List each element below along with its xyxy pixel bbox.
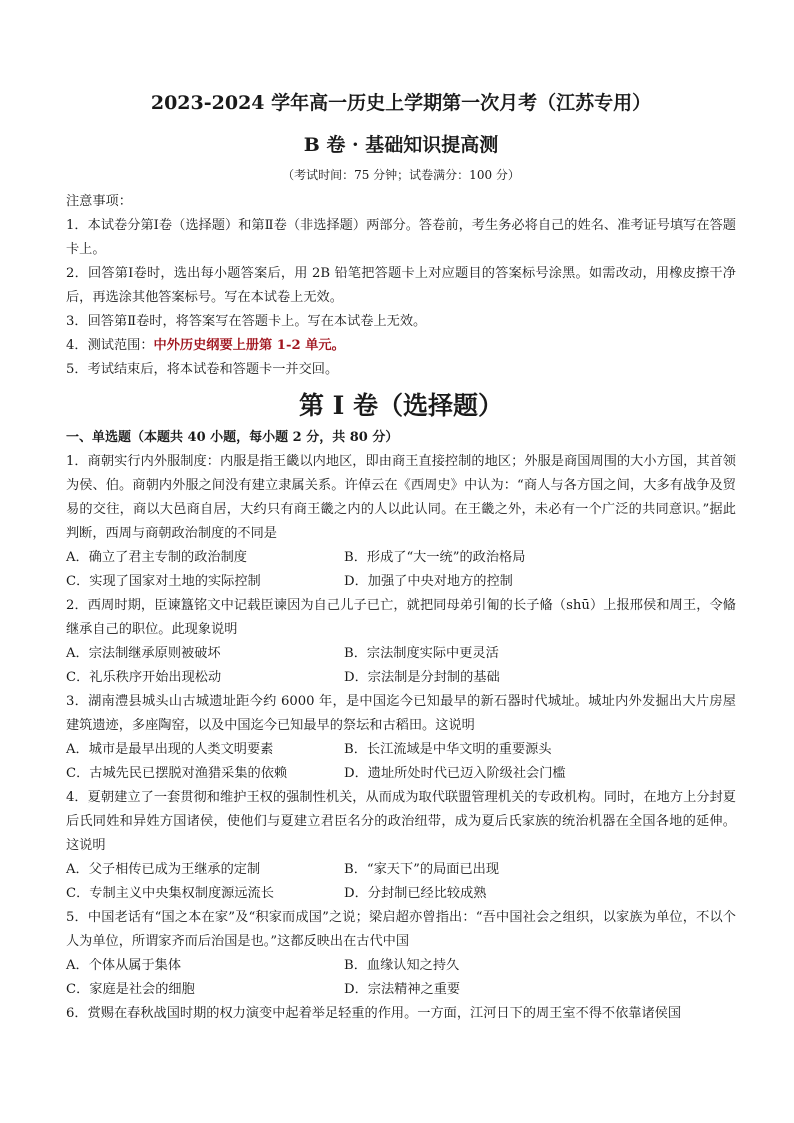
option-a[interactable]: A．个体从属于集体: [66, 958, 182, 973]
question-1: [66, 450, 736, 594]
notice-item-5: 5．考试结束后，将本试卷和答题卡一并交回。: [66, 362, 339, 377]
option-d[interactable]: D．遗址所处时代已迈入阶级社会门槛: [344, 766, 566, 781]
option-c[interactable]: C．专制主义中央集权制度源远流长: [66, 886, 274, 901]
notice-item-1: 1．本试卷分第Ⅰ卷（选择题）和第Ⅱ卷（非选择题）两部分。答卷前，考生务必将自己的姓名、准考证号填写在答题卡上。: [66, 218, 736, 257]
question-6: [66, 1002, 736, 1026]
question-stem: 1．商朝实行内外服制度：内服是指王畿以内地区，即由商王直接控制的地区；外服是商国周围的大小方国，其首领为侯、伯。商朝内外服之间没有建立隶属关系。许倬云在《西周史》中认为：“商人与各方国之间，大多有战争及贸易的交往，商以大邑商自居，大约只有商王畿之内的人以此认同。在王畿之外，未必有一个广泛的共同意识。”据此判断，西周与商朝政治制度的不同是: [66, 454, 736, 541]
option-a[interactable]: A．确立了君主专制的政治制度: [66, 550, 247, 565]
question-4: [66, 786, 736, 906]
option-a[interactable]: A．宗法制继承原则被破坏: [66, 646, 221, 661]
question-5: [66, 906, 736, 1002]
question-options: [66, 642, 736, 690]
option-c[interactable]: C．实现了国家对土地的实际控制: [66, 574, 261, 589]
option-d[interactable]: D．分封制已经比较成熟: [344, 886, 487, 901]
notice-heading: 注意事项：: [66, 194, 132, 209]
question-options: [66, 954, 736, 1002]
option-c[interactable]: C．古城先民已摆脱对渔猎采集的依赖: [66, 766, 288, 781]
question-stem: 5．中国老话有“国之本在家”及“积家而成国”之说；梁启超亦曾指出：“吾中国社会之组织，以家族为单位，不以个人为单位，所谓家齐而后治国是也。”这都反映出在古代中国: [66, 910, 736, 949]
question-stem: 4．夏朝建立了一套贯彻和维护王权的强制性机关，从而成为取代联盟管理机关的专政机构。同时，在地方上分封夏后氏同姓和异姓方国诸侯，使他们与夏建立君臣名分的政治纽带，成为夏后氏家族的统治机器在全国各地的延伸。这说明: [66, 790, 736, 853]
option-a[interactable]: A．父子相传已成为王继承的定制: [66, 862, 261, 877]
option-d[interactable]: D．加强了中央对地方的控制: [344, 574, 513, 589]
option-b[interactable]: B．长江流域是中华文明的重要源头: [344, 742, 552, 757]
option-b[interactable]: B．形成了“大一统”的政治格局: [344, 550, 526, 565]
option-d[interactable]: D．宗法精神之重要: [344, 982, 461, 997]
option-c[interactable]: C．礼乐秩序开始出现松动: [66, 670, 222, 685]
question-stem: 3．湖南澧县城头山古城遗址距今约 6000 年，是中国迄今已知最早的新石器时代城址。城址内外发掘出大片房屋建筑遗迹，多座陶窑，以及中国迄今已知最早的祭坛和古稻田。这说明: [66, 694, 736, 733]
option-c[interactable]: C．家庭是社会的细胞: [66, 982, 195, 997]
exam-time-info: （考试时间：75 分钟；试卷满分：100 分）: [282, 168, 520, 182]
exam-subtitle: B 卷 · 基础知识提高测: [303, 134, 499, 156]
question-stem: 6．赏赐在春秋战国时期的权力演变中起着举足轻重的作用。一方面，江河日下的周王室不得不依靠诸侯国: [66, 1006, 682, 1021]
question-stem: 2．西周时期，臣谏簋铭文中记载臣谏因为自己儿子已亡，就把同母弟引匍的长子偹（shū）上报邢侯和周王，令偹继承自己的职位。此现象说明: [66, 598, 736, 637]
section-title: 一、单选题（本题共 40 小题，每小题 2 分，共 80 分）: [66, 430, 399, 445]
option-b[interactable]: B．宗法制度实际中更灵活: [344, 646, 499, 661]
option-a[interactable]: A．城市是最早出现的人类文明要素: [66, 742, 274, 757]
notice-item-3: 3．回答第Ⅱ卷时，将答案写在答题卡上。写在本试卷上无效。: [66, 314, 427, 329]
option-b[interactable]: B．“家天下”的局面已出现: [344, 862, 500, 877]
question-2: [66, 594, 736, 690]
scope-value: 中外历史纲要上册第 1-2 单元。: [153, 338, 345, 353]
scope-label: 4．测试范围：: [66, 338, 154, 353]
option-d[interactable]: D．宗法制是分封制的基础: [344, 670, 500, 685]
exam-title: 2023-2024 学年高一历史上学期第一次月考（江苏专用）: [150, 92, 652, 114]
notice-item-2: 2．回答第Ⅰ卷时，选出每小题答案后，用 2B 铅笔把答题卡上对应题目的答案标号涂黑。如需改动，用橡皮擦干净后，再选涂其他答案标号。写在本试卷上无效。: [66, 266, 736, 305]
question-options: [66, 546, 736, 594]
notice-block: [66, 190, 736, 382]
question-options: [66, 858, 736, 906]
question-options: [66, 738, 736, 786]
page-content: [66, 88, 736, 1026]
notice-item-4: [66, 334, 736, 358]
option-b[interactable]: B．血缘认知之持久: [344, 958, 460, 973]
part1-title: 第 I 卷（选择题）: [298, 391, 504, 420]
question-3: [66, 690, 736, 786]
